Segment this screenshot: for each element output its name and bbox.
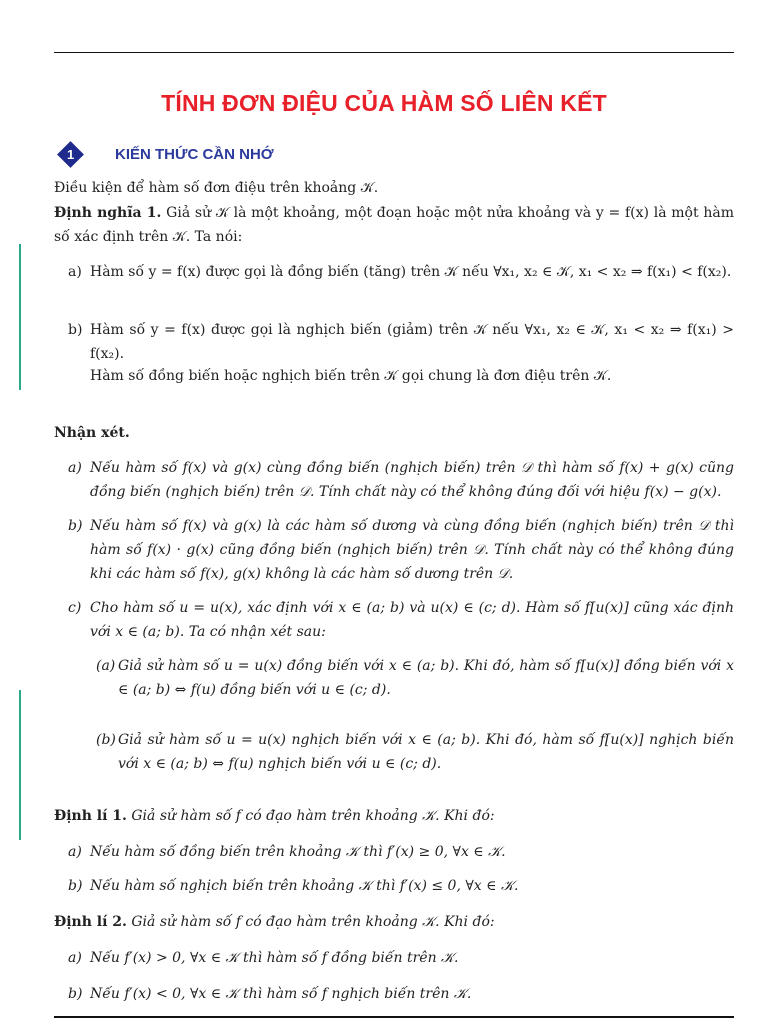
page-title: TÍNH ĐƠN ĐIỆU CỦA HÀM SỐ LIÊN KẾT	[161, 90, 607, 116]
remark-item-c: c) Cho hàm số u = u(x), xác định với x ∈ (a; b) và u(x) ∈ (c; d). Hàm số f[u(x)] cũng xác định với x ∈ (a; b). Ta có nhận xét sau:	[68, 600, 734, 640]
remark-item-b: b) Nếu hàm số f(x) và g(x) là các hàm số dương và cùng đồng biến (nghịch biến) trên 𝒟 thì hàm số f(x) · g(x) cũng đồng biến (nghịch biến) trên 𝒟. Tính chất này có thể không đúng khi các hàm số f(x), g(x) không là các hàm số dương trên 𝒟.	[68, 518, 734, 582]
theorem-1-item-a: a) Nếu hàm số đồng biến trên khoảng 𝒦 thì f′(x) ≥ 0, ∀x ∈ 𝒦.	[68, 844, 506, 860]
intro-text: Điều kiện để hàm số đơn điệu trên khoảng 𝒦.	[54, 180, 379, 196]
section-header	[58, 141, 274, 167]
remark-subitem-b: (b) Giả sử hàm số u = u(x) nghịch biến với x ∈ (a; b). Khi đó, hàm số f[u(x)] nghịch biến với x ∈ (a; b) ⇔ f(u) nghịch biến với u ∈ (c; d).	[96, 732, 734, 772]
theorem-1-text: Giả sử hàm số f có đạo hàm trên khoảng 𝒦. Khi đó:	[131, 808, 495, 824]
theorem-1-item-b: b) Nếu hàm số nghịch biến trên khoảng 𝒦 thì f′(x) ≤ 0, ∀x ∈ 𝒦.	[68, 878, 519, 894]
definition-label: Định nghĩa 1.	[54, 205, 162, 221]
bottom-rule	[54, 1016, 734, 1018]
theorem-2-label: Định lí 2.	[54, 914, 127, 930]
top-rule	[54, 52, 734, 53]
definition-text: Giả sử 𝒦 là một khoảng, một đoạn hoặc một nửa khoảng và y = f(x) là một hàm số xác định trên 𝒦. Ta nói:	[54, 205, 734, 245]
theorem-2-item-a: a) Nếu f′(x) > 0, ∀x ∈ 𝒦 thì hàm số f đồng biến trên 𝒦.	[68, 950, 459, 966]
theorem-2-text: Giả sử hàm số f có đạo hàm trên khoảng 𝒦. Khi đó:	[131, 914, 495, 930]
theorem-1	[54, 804, 734, 828]
definition-item-a: a) Hàm số y = f(x) được gọi là đồng biến (tăng) trên 𝒦 nếu ∀x₁, x₂ ∈ 𝒦, x₁ < x₂ ⇒ f(x₁) < f(x₂).	[68, 264, 732, 280]
remark-heading: Nhận xét.	[54, 425, 130, 441]
remark-item-a: a) Nếu hàm số f(x) và g(x) cùng đồng biến (nghịch biến) trên 𝒟 thì hàm số f(x) + g(x) cũng đồng biến (nghịch biến) trên 𝒟. Tính chất này có thể không đúng đối với hiệu f(x) − g(x).	[68, 460, 734, 500]
theorem-2	[54, 910, 734, 934]
definition-item-b: b) Hàm số y = f(x) được gọi là nghịch biến (giảm) trên 𝒦 nếu ∀x₁, x₂ ∈ 𝒦, x₁ < x₂ ⇒ f(x₁) > f(x₂).	[68, 322, 734, 362]
theorem-1-label: Định lí 1.	[54, 808, 127, 824]
definition-note: Hàm số đồng biến hoặc nghịch biến trên 𝒦 gọi chung là đơn điệu trên 𝒦.	[90, 368, 612, 384]
definition-1	[54, 201, 734, 249]
section-number-badge: 1	[57, 141, 84, 168]
remark-subitem-a: (a) Giả sử hàm số u = u(x) đồng biến với x ∈ (a; b). Khi đó, hàm số f[u(x)] đồng biến với x ∈ (a; b) ⇔ f(u) đồng biến với u ∈ (c; d).	[96, 658, 734, 698]
theorem-2-item-b: b) Nếu f′(x) < 0, ∀x ∈ 𝒦 thì hàm số f nghịch biến trên 𝒦.	[68, 986, 472, 1002]
section-title: KIẾN THỨC CẦN NHỚ	[115, 145, 274, 163]
margin-mark	[19, 244, 21, 390]
margin-mark	[19, 690, 21, 840]
